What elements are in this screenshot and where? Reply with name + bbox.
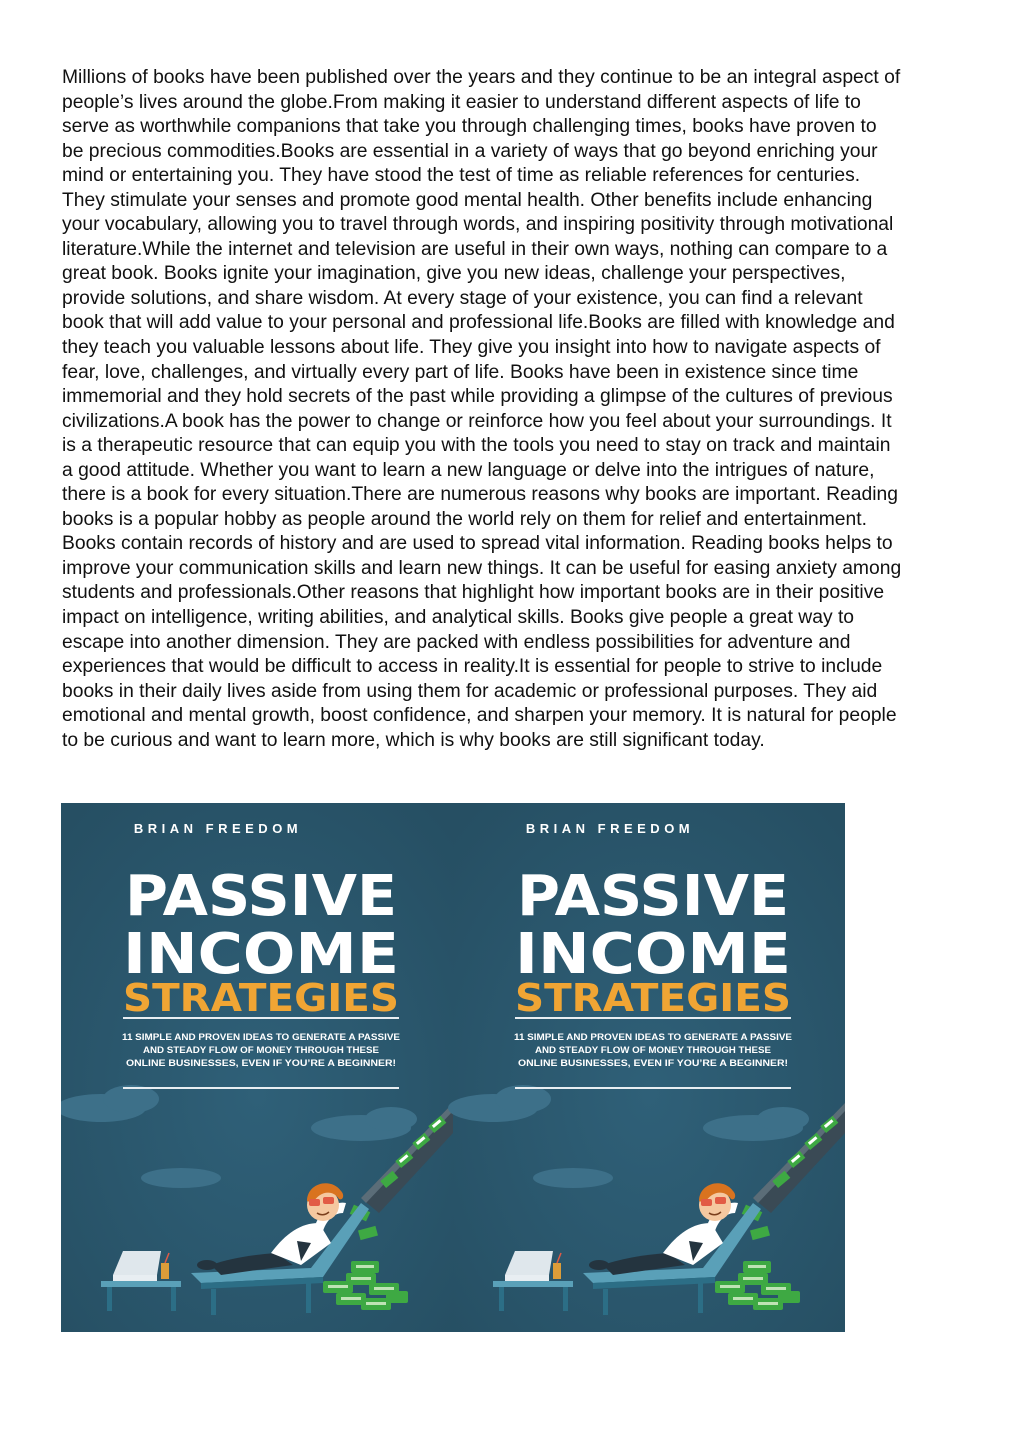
cover-subtitle-line2: AND STEADY FLOW OF MONEY THROUGH THESE: [143, 1045, 379, 1055]
cover-author: BRIAN FREEDOM: [525, 821, 695, 836]
cover-title-line3: STRATEGIES: [515, 976, 791, 1020]
cover-author: BRIAN FREEDOM: [133, 821, 303, 836]
cover-title-line3: STRATEGIES: [123, 976, 399, 1020]
book-cover-image: [61, 803, 845, 1332]
cover-title-line1: PASSIVE: [517, 864, 789, 929]
cover-subtitle-line1: 11 SIMPLE AND PROVEN IDEAS TO GENERATE A PASSIVE: [514, 1032, 792, 1042]
cover-subtitle-line3: ONLINE BUSINESSES, EVEN IF YOU’RE A BEGINNER!: [518, 1058, 788, 1068]
cover-title-line2: INCOME: [515, 922, 791, 987]
cover-title-line2: INCOME: [123, 922, 399, 987]
cover-subtitle-line1: 11 SIMPLE AND PROVEN IDEAS TO GENERATE A PASSIVE: [122, 1032, 400, 1042]
book-cover-right: [448, 803, 845, 1332]
body-paragraph: Millions of books have been published over the years and they continue to be an integral aspect of people’s lives around the globe.From making it easier to understand different aspects of life to serve as worthwhile companions that take you through challenging times, books have proven to be precious commodities.Books are essential in a variety of ways that go beyond enriching your mind or entertaining you. They have stood the test of time as reliable references for centuries. They stimulate your senses and promote good mental health. Other benefits include enhancing your vocabulary, allowing you to travel through words, and inspiring positivity through motivational literature.While the internet and television are useful in their own ways, nothing can compare to a great book. Books ignite your imagination, give you new ideas, challenge your perspectives, provide solutions, and share wisdom. At every stage of your existence, you can find a relevant book that will add value to your personal and professional life.Books are filled with knowledge and they teach you valuable lessons about life. They give you insight into how to navigate aspects of fear, love, challenges, and virtually every part of life. Books have been in existence since time immemorial and they hold secrets of the past while providing a glimpse of the cultures of previous civilizations.A book has the power to change or reinforce how you feel about your surroundings. It is a therapeutic resource that can equip you with the tools you need to stay on track and maintain a good attitude. Whether you want to learn a new language or delve into the intrigues of nature, there is a book for every situation.There are numerous reasons why books are important. Reading books is a popular hobby as people around the world rely on them for relief and entertainment. Books contain records of history and are used to spread vital information. Reading books helps to improve your communication skills and learn new things. It can be useful for easing anxiety among students and professionals.Other reasons that highlight how important books are in their positive impact on intelligence, writing abilities, and analytical skills. Books give people a great way to escape into another dimension. They are packed with endless possibilities for adventure and experiences that would be difficult to access in reality.It is essential for people to strive to include books in their daily lives aside from using them for academic or professional purposes. They aid emotional and mental growth, boost confidence, and sharpen your memory. It is natural for people to be curious and want to learn more, which is why books are still significant today.: [62, 67, 902, 751]
cover-subtitle-line3: ONLINE BUSINESSES, EVEN IF YOU’RE A BEGINNER!: [126, 1058, 396, 1068]
cover-subtitle-line2: AND STEADY FLOW OF MONEY THROUGH THESE: [535, 1045, 771, 1055]
book-cover-left: [61, 803, 453, 1332]
cover-title-line1: PASSIVE: [125, 864, 397, 929]
